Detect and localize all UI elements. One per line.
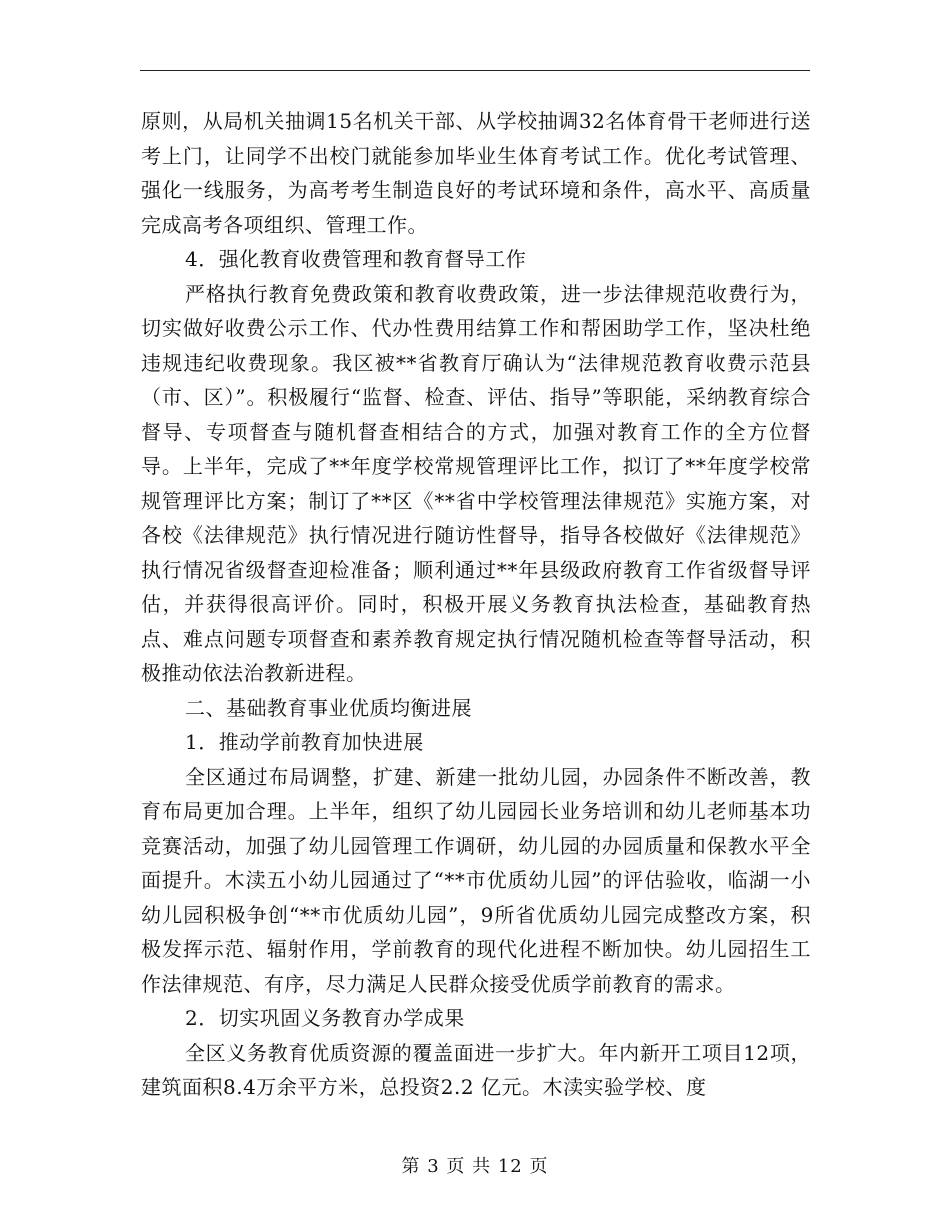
section-heading: 二、基础教育事业优质均衡进展 (185, 695, 472, 720)
body-text (141, 104, 811, 1105)
paragraph: 全区通过布局调整，扩建、新建一批幼儿园，办园条件不断改善，教育布局更加合理。上半年，组织了幼儿园园长业务培训和幼儿老师基本功竞赛活动，加强了幼儿园管理工作调研，幼儿园的办园质量和保教水平全面提升。木渎五小幼儿园通过了“**市优质幼儿园”的评估验收，临湖一小幼儿园积极争创“**市优质幼儿园”，9所省优质幼儿园完成整改方案，积极发挥示范、辐射作用，学前教育的现代化进程不断加快。幼儿园招生工作法律规范、有序，尽力满足人民群众接受优质学前教育的需求。 (141, 764, 811, 996)
section-heading: 1．推动学前教育加快进展 (185, 730, 424, 754)
paragraph: 原则，从局机关抽调15名机关干部、从学校抽调32名体育骨干老师进行送考上门，让同学不出校门就能参加毕业生体育考试工作。优化考试管理、强化一线服务，为高考考生制造良好的考试环境和条件，高水平、高质量完成高考各项组织、管理工作。 (141, 109, 811, 237)
header-rule (140, 70, 810, 71)
paragraph: 全区义务教育优质资源的覆盖面进一步扩大。年内新开工项目12项，建筑面积8.4万余平方米，总投资2.2 亿元。木渎实验学校、度 (141, 1040, 811, 1099)
section-heading: 4．强化教育收费管理和教育督导工作 (185, 247, 527, 271)
page-number-footer: 第 3 页 共 12 页 (401, 1156, 549, 1177)
section-heading: 2．切实巩固义务教育办学成果 (185, 1006, 465, 1030)
paragraph: 严格执行教育免费政策和教育收费政策，进一步法律规范收费行为，切实做好收费公示工作、代办性费用结算工作和帮困助学工作，坚决杜绝违规违纪收费现象。我区被**省教育厅确认为“法律规范教育收费示范县（市、区）”。积极履行“监督、检查、评估、指导”等职能，采纳教育综合督导、专项督查与随机督查相结合的方式，加强对教育工作的全方位督导。上半年，完成了**年度学校常规管理评比工作，拟订了**年度学校常规管理评比方案；制订了**区《**省中学校管理法律规范》实施方案，对各校《法律规范》执行情况进行随访性督导，指导各校做好《法律规范》执行情况省级督查迎检准备；顺利通过**年县级政府教育工作省级督导评估，并获得很高评价。同时，积极开展义务教育执法检查，基础教育热点、难点问题专项督查和素养教育规定执行情况随机检查等督导活动，积极推动依法治教新进程。 (141, 281, 811, 685)
